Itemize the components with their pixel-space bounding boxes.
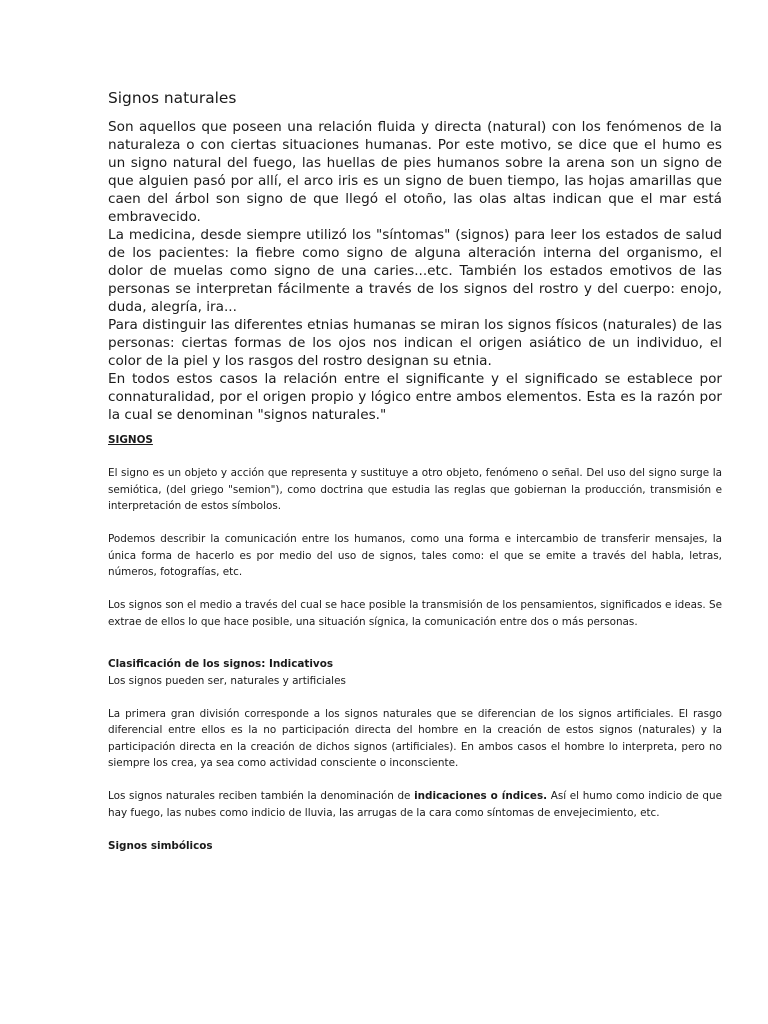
paragraph: Para distinguir las diferentes etnias humanas se miran los signos físicos (naturales) de las personas: ciertas formas de los ojos nos indican el origen asiático de un individuo, el color de la piel y los rasgos del rostro designan su etnia.: [108, 317, 722, 369]
section-title: Signos naturales: [108, 89, 237, 107]
paragraph-text: Los signos naturales reciben también la denominación de: [108, 790, 415, 802]
subsection-heading: Clasificación de los signos: Indicativos: [108, 658, 334, 670]
paragraph: La primera gran división corresponde a los signos naturales que se diferencian de los signos artificiales. El rasgo diferencial entre ellos es la no participación directa del hombre en la creación de estos signos (naturales) y la participación directa en la creación de dichos signos (artificiales). En ambos casos el hombre lo interpreta, pero no siempre los crea, ya sea como actividad consciente o inconsciente.: [108, 707, 722, 769]
paragraph: La medicina, desde siempre utilizó los "síntomas" (signos) para leer los estados de salud de los pacientes: la fiebre como signo de alguna alteración interna del organismo, el dolor de muelas como signo de una caries...etc. También los estados emotivos de las personas se interpretan fácilmente a través de los signos del rostro y del cuerpo: enojo, duda, alegría, ira...: [108, 227, 722, 315]
natural-signs-section: [108, 88, 722, 424]
paragraph-text: Así el humo como indicio de que hay fuego, las nubes como indicio de lluvia, las arrugas de la cara como síntomas de envejecimiento, etc.: [108, 790, 722, 819]
paragraph: [108, 788, 722, 821]
paragraph: En todos estos casos la relación entre el significante y el significado se establece por connaturalidad, por el origen propio y lógico entre ambos elementos. Esta es la razón por la cual se denominan "signos naturales.": [108, 371, 722, 423]
signos-section: [108, 432, 722, 854]
section-heading: SIGNOS: [108, 434, 153, 446]
bold-term: indicaciones o índices.: [414, 790, 548, 802]
subsection-subtitle: Los signos pueden ser, naturales y artificiales: [108, 674, 346, 687]
paragraph: El signo es un objeto y acción que representa y sustituye a otro objeto, fenómeno o señal. Del uso del signo surge la semiótica, (del griego "semion"), como doctrina que estudia las reglas que gobiernan la producción, transmisión e interpretación de estos símbolos.: [108, 467, 722, 512]
paragraph: Podemos describir la comunicación entre los humanos, como una forma e intercambio de transferir mensajes, la única forma de hacerlo es por medio del uso de signos, tales como: el que se emite a través del habla, letras, números, fotografías, etc.: [108, 533, 722, 578]
paragraph: Son aquellos que poseen una relación fluida y directa (natural) con los fenómenos de la naturaleza o con ciertas situaciones humanas. Por este motivo, se dice que el humo es un signo natural del fuego, las huellas de pies humanos sobre la arena son un signo de que alguien pasó por allí, el arco iris es un signo de buen tiempo, las hojas amarillas que caen del árbol son signo de que llegó el otoño, las olas altas indican que el mar está embravecido.: [108, 119, 722, 225]
paragraph: Los signos son el medio a través del cual se hace posible la transmisión de los pensamientos, significados e ideas. Se extrae de ellos lo que hace posible, una situación sígnica, la comunicación entre dos o más personas.: [108, 599, 722, 628]
subsection-heading: Signos simbólicos: [108, 839, 213, 852]
